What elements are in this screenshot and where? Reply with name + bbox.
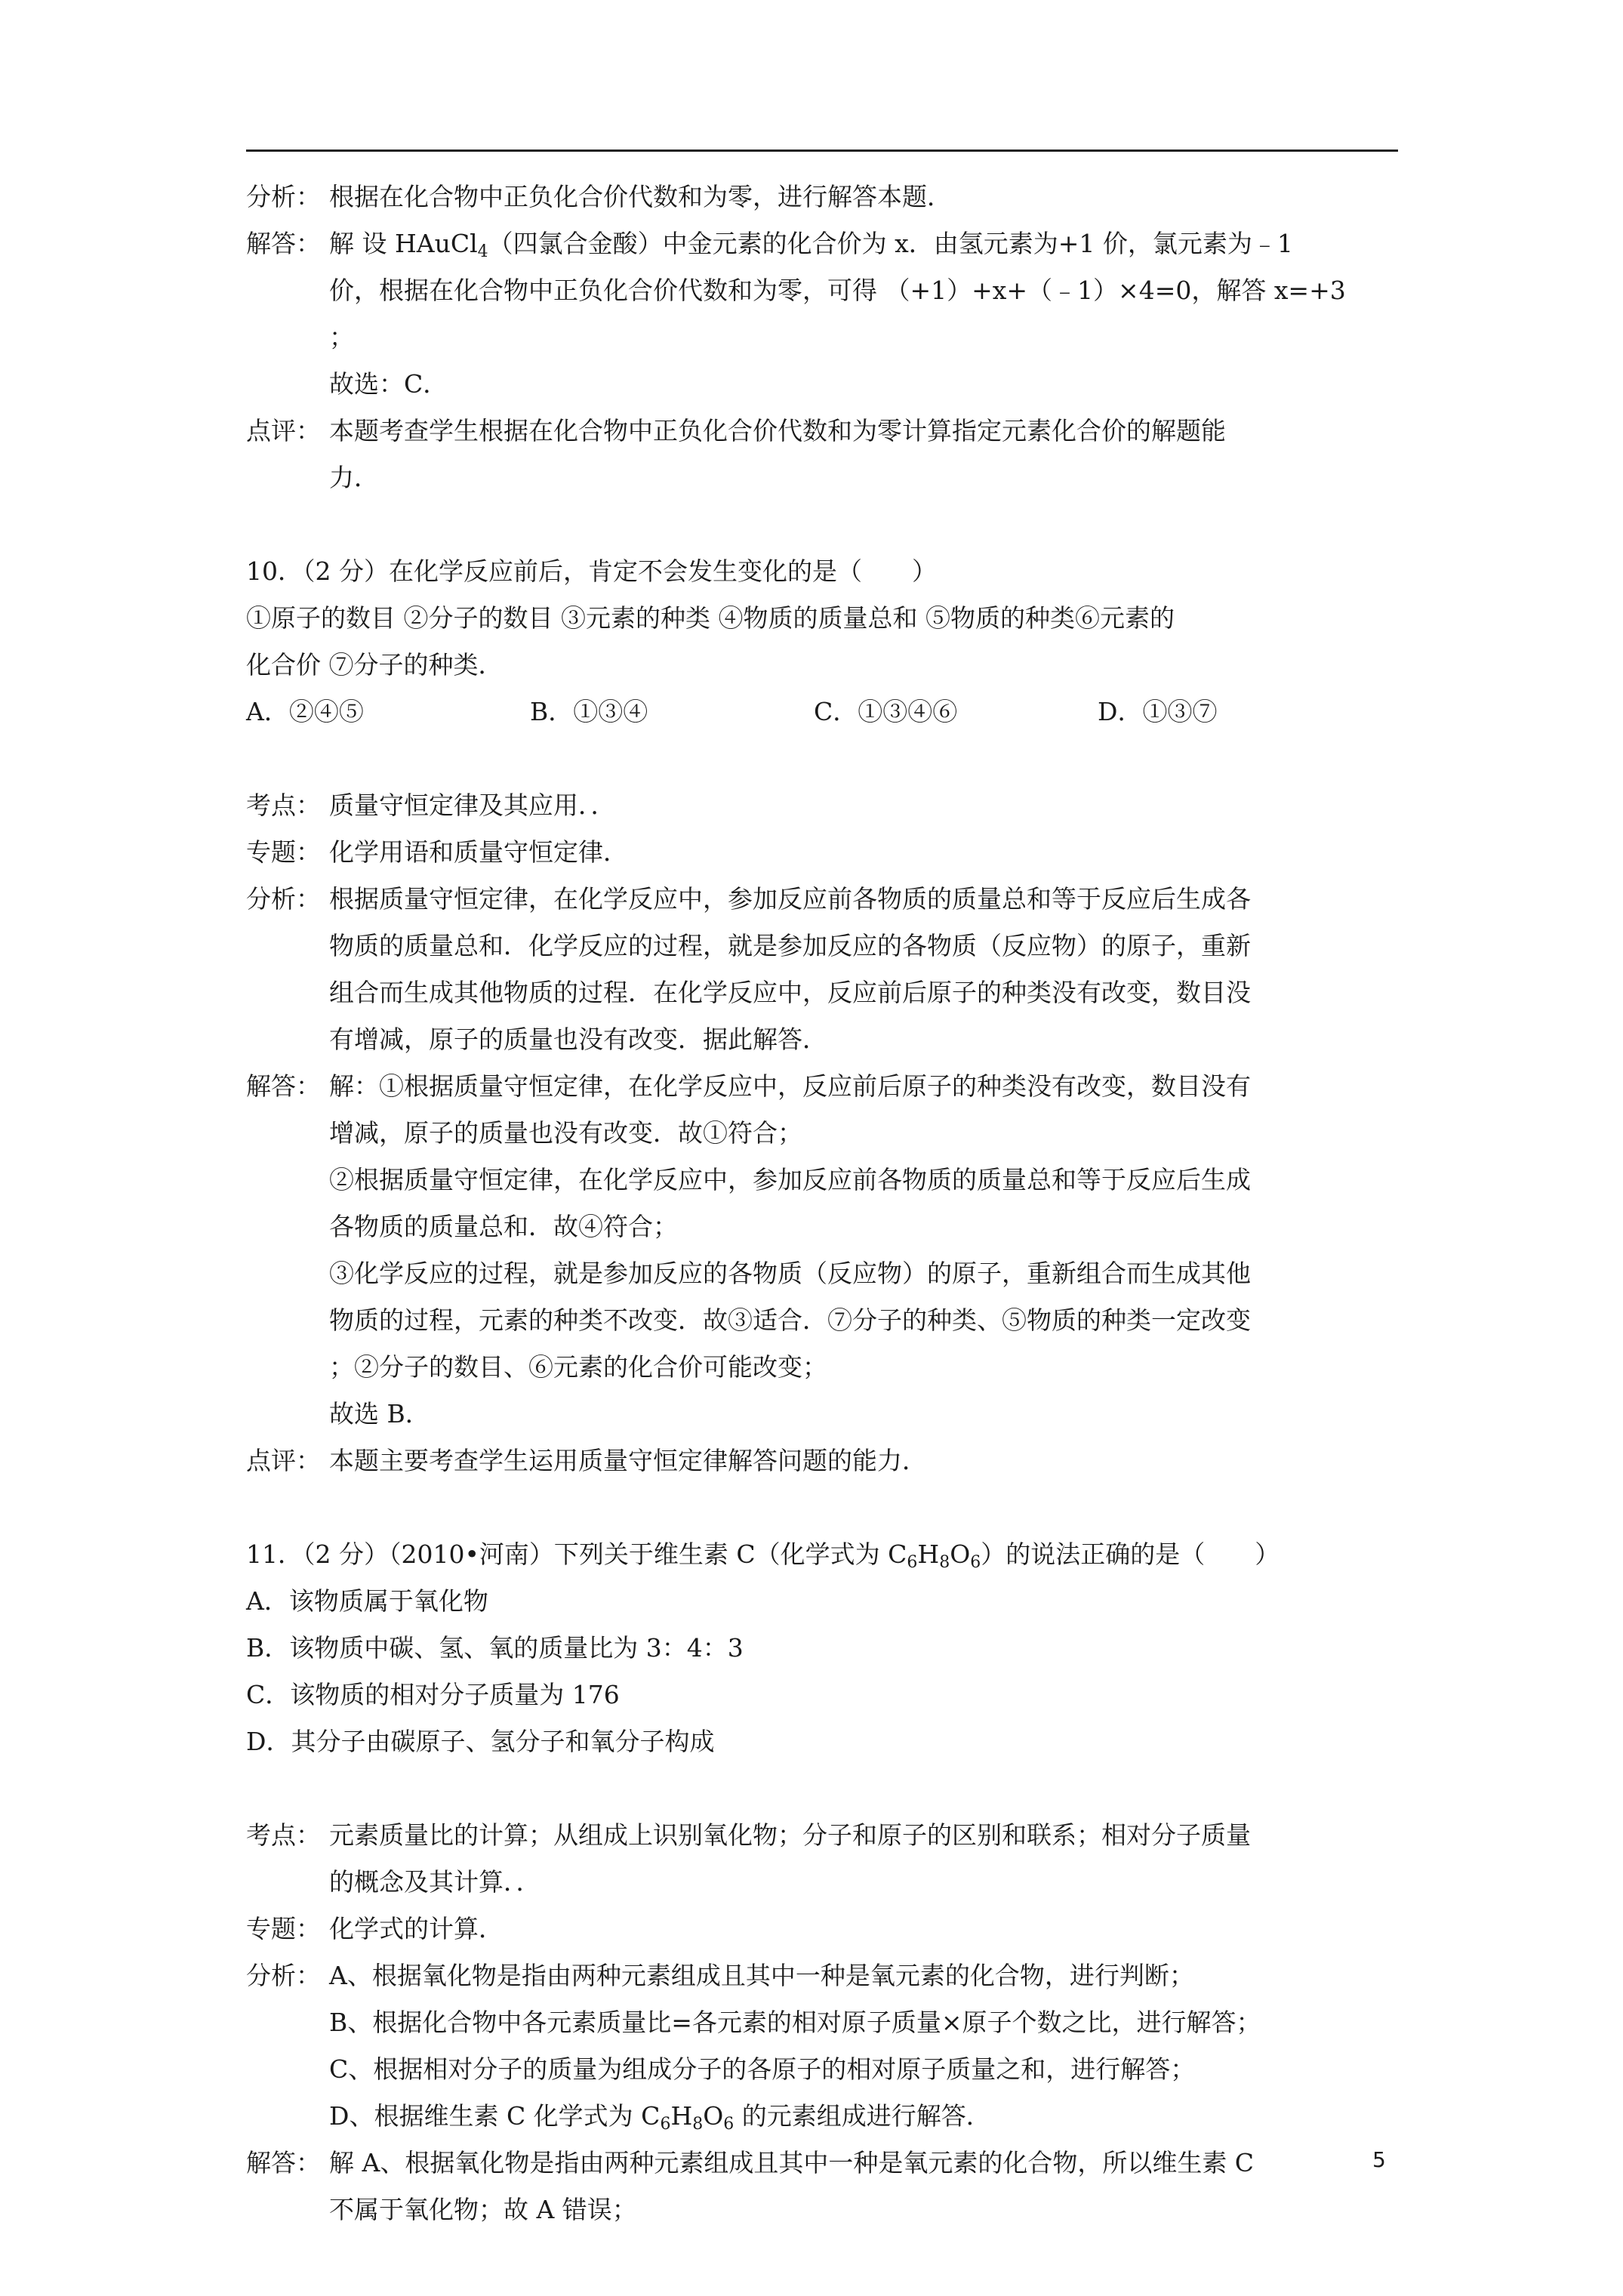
text-line: ③化学反应的过程，就是参加反应的各物质（反应物）的原子，重新组合而生成其他 bbox=[329, 1259, 1251, 1288]
q10-answer bbox=[246, 1063, 1409, 1438]
text-line: 故选：C． bbox=[329, 369, 448, 399]
label: 解答： bbox=[246, 229, 321, 258]
text-line: 故选 B． bbox=[329, 1399, 430, 1428]
text-line: 物质的过程，元素的种类不改变．故③适合．⑦分子的种类、⑤物质的种类一定改变 bbox=[329, 1305, 1251, 1335]
text-line: 本题考查学生根据在化合物中正负化合价代数和为零计算指定元素化合价的解题能 bbox=[329, 416, 1226, 445]
label: 点评： bbox=[246, 416, 321, 445]
option-d: D．①③⑦ bbox=[1098, 697, 1218, 726]
text: 根据在化合物中正负化合价代数和为零，进行解答本题． bbox=[329, 182, 952, 211]
text-line: 力． bbox=[329, 463, 379, 492]
label: 专题： bbox=[246, 1914, 321, 1943]
text: 本题主要考查学生运用质量守恒定律解答问题的能力． bbox=[329, 1446, 927, 1475]
q9-analysis bbox=[246, 174, 1409, 220]
text-line: 组合而生成其他物质的过程．在化学反应中，反应前后原子的种类没有改变，数目没 bbox=[329, 978, 1251, 1007]
question-items: 化合价 ⑦分子的种类． bbox=[246, 650, 504, 680]
document-page bbox=[246, 174, 1409, 2233]
text-line: A、根据氧化物是指由两种元素组成且其中一种是氧元素的化合物，进行判断； bbox=[329, 1961, 1194, 1990]
question-stem: 11．（2 分）（2010•河南）下列关于维生素 C（化学式为 $C_6H_8O_6$）的说法正确的是（ ） bbox=[246, 1539, 1280, 1572]
q10-comment bbox=[246, 1438, 1409, 1484]
q10-analysis bbox=[246, 876, 1409, 1063]
text-line: ； bbox=[329, 322, 354, 352]
label: 分析： bbox=[246, 884, 321, 914]
text-line: B、根据化合物中各元素质量比=各元素的相对原子质量×原子个数之比，进行解答； bbox=[329, 2008, 1261, 2037]
q9-comment bbox=[246, 408, 1409, 501]
label: 分析： bbox=[246, 182, 321, 211]
text-line: 价，根据在化合物中正负化合价代数和为零，可得 （+1）+x+（﹣1）×4=0，解答 x=+3 bbox=[329, 276, 1346, 305]
text-line: 元素质量比的计算；从组成上识别氧化物；分子和原子的区别和联系；相对分子质量 bbox=[329, 1820, 1251, 1850]
label: 考点： bbox=[246, 791, 321, 820]
q11-analysis bbox=[246, 1952, 1409, 2140]
text-line: 根据质量守恒定律，在化学反应中，参加反应前各物质的质量总和等于反应后生成各 bbox=[329, 884, 1251, 914]
text-line: ②根据质量守恒定律，在化学反应中，参加反应前各物质的质量总和等于反应后生成 bbox=[329, 1165, 1251, 1194]
text-line: 解 设 HAuCl$_4$（四氯合金酸）中金元素的化合价为 x．由氢元素为+1 价，氯元素为﹣1 bbox=[329, 229, 1293, 261]
text-line: 物质的质量总和．化学反应的过程，就是参加反应的各物质（反应物）的原子，重新 bbox=[329, 931, 1251, 960]
q10-kaodian bbox=[246, 782, 1409, 829]
text-line: D、根据维生素 C 化学式为 $C_6H_8O_6$ 的元素组成进行解答． bbox=[329, 2101, 991, 2134]
label: 点评： bbox=[246, 1446, 321, 1475]
option-a: A．该物质属于氧化物 bbox=[246, 1586, 488, 1616]
text: 质量守恒定律及其应用．． bbox=[329, 791, 616, 820]
label: 专题： bbox=[246, 837, 321, 867]
option-c: C．①③④⑥ bbox=[814, 697, 958, 726]
page-number: 5 bbox=[1372, 2147, 1386, 2172]
question-options bbox=[246, 689, 1409, 735]
text-line: C、根据相对分子的质量为组成分子的各原子的相对原子质量之和，进行解答； bbox=[329, 2054, 1196, 2084]
header-rule bbox=[246, 149, 1398, 152]
q9-answer bbox=[246, 220, 1409, 408]
q10-zhuanti bbox=[246, 829, 1409, 876]
text-line: 增减，原子的质量也没有改变．故①符合； bbox=[329, 1118, 802, 1148]
text-line: 解：①根据质量守恒定律，在化学反应中，反应前后原子的种类没有改变，数目没有 bbox=[329, 1071, 1251, 1101]
text-line: 不属于氧化物；故 A 错误； bbox=[329, 2195, 637, 2224]
option-b: B．①③④ bbox=[530, 697, 648, 726]
q11-zhuanti bbox=[246, 1906, 1409, 1952]
option-a: A．②④⑤ bbox=[246, 697, 364, 726]
option-b: B．该物质中碳、氢、氧的质量比为 3：4：3 bbox=[246, 1633, 744, 1663]
question-items: ①原子的数目 ②分子的数目 ③元素的种类 ④物质的质量总和 ⑤物质的种类⑥元素的 bbox=[246, 603, 1175, 633]
label: 解答： bbox=[246, 2148, 321, 2177]
text-line: 各物质的质量总和．故④符合； bbox=[329, 1212, 678, 1241]
text: 化学式的计算． bbox=[329, 1914, 504, 1943]
question-stem: 10．（2 分）在化学反应前后，肯定不会发生变化的是（ ） bbox=[246, 556, 937, 586]
text-line: 有增减，原子的质量也没有改变．据此解答． bbox=[329, 1025, 827, 1054]
label: 分析： bbox=[246, 1961, 321, 1990]
q11-kaodian bbox=[246, 1812, 1409, 1906]
text-line: ；②分子的数目、⑥元素的化合价可能改变； bbox=[329, 1352, 827, 1382]
option-d: D．其分子由碳原子、氢分子和氧分子构成 bbox=[246, 1727, 715, 1756]
option-c: C．该物质的相对分子质量为 176 bbox=[246, 1680, 620, 1709]
q11-answer bbox=[246, 2140, 1409, 2233]
text: 化学用语和质量守恒定律． bbox=[329, 837, 628, 867]
label: 考点： bbox=[246, 1820, 321, 1850]
text-line: 解 A、根据氧化物是指由两种元素组成且其中一种是氧元素的化合物，所以维生素 C bbox=[329, 2148, 1255, 2177]
text-line: 的概念及其计算．． bbox=[329, 1867, 541, 1897]
label: 解答： bbox=[246, 1071, 321, 1101]
